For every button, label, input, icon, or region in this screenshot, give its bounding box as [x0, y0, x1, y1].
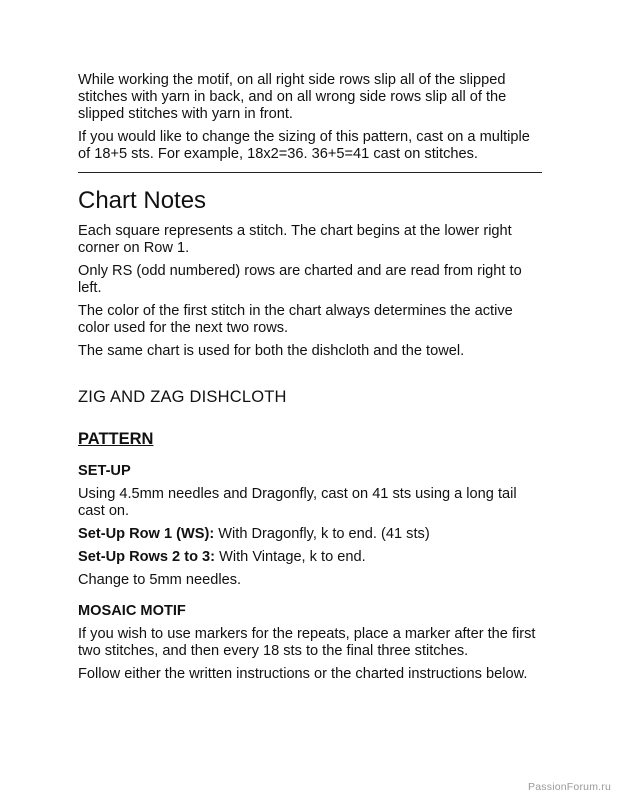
motif-instructions-paragraph: Follow either the written instructions or the charted instructions below. — [78, 666, 528, 682]
motif-markers-paragraph: If you wish to use markers for the repeats, place a marker after the first two stitches, and then every 18 sts to the final three stitches. — [78, 626, 536, 659]
mosaic-motif-heading: MOSAIC MOTIF — [78, 603, 186, 619]
setup-paragraph: Using 4.5mm needles and Dragonfly, cast on 41 sts using a long tail cast on. — [78, 486, 517, 519]
pattern-heading: PATTERN — [78, 430, 154, 448]
document-body — [78, 72, 542, 689]
setup-row-1-text: With Dragonfly, k to end. (41 sts) — [214, 526, 430, 542]
intro-paragraph-sizing: If you would like to change the sizing of this pattern, cast on a multiple of 18+5 sts. For example, 18x2=36. 36+5=41 cast on stitches. — [78, 129, 530, 162]
chart-note-item: The color of the first stitch in the chart always determines the active color used for the next two rows. — [78, 303, 513, 336]
chart-note-item: Each square represents a stitch. The chart begins at the lower right corner on Row 1. — [78, 223, 512, 256]
setup-rows-2-3 — [78, 549, 542, 566]
setup-row-1-label: Set-Up Row 1 (WS): — [78, 526, 215, 542]
setup-heading: SET-UP — [78, 463, 131, 479]
needle-change-note: Change to 5mm needles. — [78, 572, 242, 588]
setup-rows-2-3-text: With Vintage, k to end. — [215, 549, 366, 565]
setup-rows-2-3-label: Set-Up Rows 2 to 3: — [78, 549, 216, 565]
setup-row-1 — [78, 526, 542, 543]
chart-note-item: The same chart is used for both the dishcloth and the towel. — [78, 343, 465, 359]
pattern-name-heading: ZIG AND ZAG DISHCLOTH — [78, 388, 287, 406]
watermark: PassionForum.ru — [528, 781, 611, 793]
section-divider — [78, 172, 542, 173]
chart-notes-heading: Chart Notes — [78, 187, 207, 214]
chart-note-item: Only RS (odd numbered) rows are charted and are read from right to left. — [78, 263, 522, 296]
intro-paragraph-slip: While working the motif, on all right side rows slip all of the slipped stitches with yarn in back, and on all wrong side rows slip all of the slipped stitches with yarn in front. — [78, 72, 507, 122]
